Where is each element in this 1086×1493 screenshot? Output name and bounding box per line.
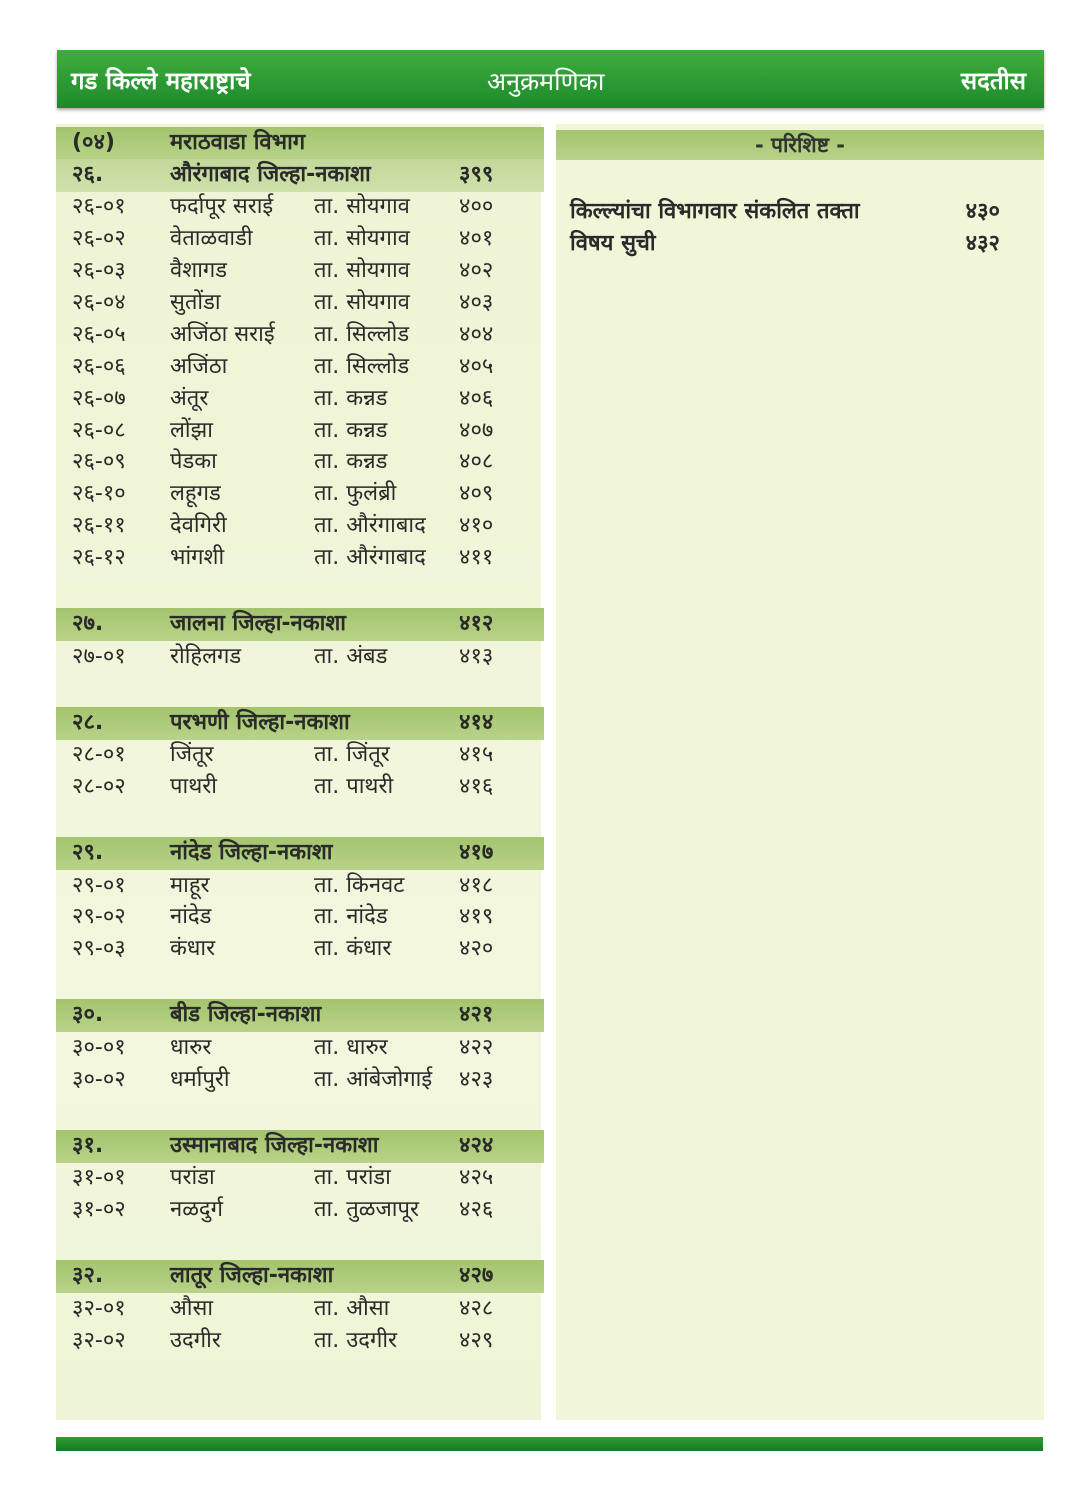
- taluka: ता. पाथरी: [314, 774, 394, 799]
- section-title: नांदेड जिल्हा-नकाशा: [170, 839, 333, 865]
- section-heading[interactable]: [56, 837, 541, 869]
- toc-row[interactable]: [56, 287, 541, 319]
- entry-page: ४०७: [459, 417, 494, 443]
- section-page: ४२४: [459, 1132, 494, 1158]
- fort-name: पाथरी: [170, 774, 217, 799]
- section-heading[interactable]: [56, 707, 541, 739]
- appendix-panel: [556, 124, 1044, 1420]
- toc-row[interactable]: [56, 1064, 541, 1096]
- taluka: ता. आंबेजोगाई: [314, 1066, 433, 1092]
- section-heading[interactable]: [56, 999, 541, 1031]
- entry-page: ४०५: [459, 353, 494, 379]
- toc-row[interactable]: [56, 446, 541, 478]
- fort-name: नळदुर्ग: [170, 1197, 223, 1223]
- entry-code: २६-०४: [72, 289, 126, 315]
- entry-code: ३०-०१: [72, 1034, 126, 1060]
- entry-code: २६-०६: [72, 353, 126, 379]
- toc-row[interactable]: [56, 739, 541, 771]
- book-title: गड किल्ले महाराष्ट्राचे: [71, 67, 251, 95]
- division-heading: [56, 127, 541, 159]
- entry-page: ४१५: [459, 742, 494, 768]
- taluka: ता. धारुर: [314, 1034, 388, 1060]
- section-number: २६.: [72, 161, 104, 187]
- taluka: ता. किनवट: [314, 872, 405, 898]
- section-heading[interactable]: [56, 608, 541, 640]
- taluka: ता. उदगीर: [314, 1327, 398, 1353]
- appendix-title: - परिशिष्ट -: [556, 130, 1044, 160]
- section-page: ४१२: [459, 611, 494, 636]
- toc-row[interactable]: [56, 1325, 541, 1357]
- fort-name: कंधार: [170, 936, 216, 962]
- entry-code: २६-०८: [72, 417, 126, 443]
- taluka: ता. परांडा: [314, 1165, 391, 1191]
- entry-page: ४००: [459, 194, 494, 220]
- entry-code: ३१-०२: [72, 1197, 126, 1223]
- fort-name: अजिंठा सराई: [170, 321, 275, 347]
- section-number: ३०.: [72, 1002, 104, 1028]
- toc-row[interactable]: [56, 1032, 541, 1064]
- entry-page: ४०९: [459, 481, 494, 507]
- entry-page: ४१९: [459, 904, 494, 930]
- entry-code: २९-०१: [72, 872, 126, 898]
- fort-name: लोंझा: [170, 417, 213, 443]
- toc-left-panel: [56, 124, 541, 1420]
- fort-name: रोहिलगड: [170, 643, 242, 669]
- toc-row[interactable]: [56, 415, 541, 447]
- appendix-item[interactable]: [570, 196, 1030, 228]
- toc-row[interactable]: [56, 319, 541, 351]
- entry-code: २८-०२: [72, 774, 126, 799]
- entry-page: ४१०: [459, 513, 494, 539]
- toc-row[interactable]: [56, 223, 541, 255]
- fort-name: धर्मापुरी: [170, 1066, 230, 1092]
- fort-name: देवगिरी: [170, 513, 227, 539]
- fort-name: लहूगड: [170, 481, 221, 507]
- taluka: ता. कंधार: [314, 936, 392, 962]
- toc-row[interactable]: [56, 1162, 541, 1194]
- taluka: ता. अंबड: [314, 643, 388, 669]
- fort-name: नांदेड: [170, 904, 212, 930]
- taluka: ता. औसा: [314, 1295, 390, 1321]
- entry-page: ४२२: [459, 1034, 494, 1060]
- section-page: ३९९: [459, 161, 494, 187]
- section-page: ४१४: [459, 709, 494, 735]
- entry-code: २८-०१: [72, 742, 126, 768]
- section-title: जालना जिल्हा-नकाशा: [170, 611, 346, 636]
- section-number: ३२.: [72, 1263, 104, 1288]
- fort-name: जिंतूर: [170, 742, 214, 768]
- section-page: ४१७: [459, 839, 494, 865]
- taluka: ता. सोयगाव: [314, 258, 410, 283]
- taluka: ता. औरंगाबाद: [314, 545, 426, 571]
- appendix-item-page: ४३०: [965, 199, 1000, 224]
- division-title: मराठवाडा विभाग: [170, 130, 306, 155]
- fort-name: औसा: [170, 1295, 214, 1321]
- entry-code: २९-०२: [72, 904, 126, 930]
- entry-code: २६-११: [72, 513, 126, 539]
- appendix-item-label: किल्ल्यांचा विभागवार संकलित तक्ता: [570, 199, 860, 224]
- taluka: ता. जिंतूर: [314, 742, 390, 768]
- page-title: अनुक्रमणिका: [487, 67, 605, 96]
- entry-code: २६-१०: [72, 481, 126, 507]
- fort-name: सुतोंडा: [170, 289, 221, 315]
- section-heading[interactable]: [56, 159, 541, 191]
- entry-page: ४१३: [459, 643, 494, 669]
- entry-page: ४०२: [459, 258, 494, 283]
- toc-row[interactable]: [56, 478, 541, 510]
- fort-name: भांगशी: [170, 545, 225, 571]
- entry-page: ४०३: [459, 289, 494, 315]
- page-number: सदतीस: [960, 67, 1026, 95]
- fort-name: धारुर: [170, 1034, 212, 1060]
- entry-page: ४०८: [459, 449, 494, 475]
- entry-code: २६-०५: [72, 321, 126, 347]
- toc-row[interactable]: [56, 383, 541, 415]
- appendix-item[interactable]: [570, 228, 1030, 260]
- fort-name: फर्दापूर सराई: [170, 194, 274, 220]
- taluka: ता. कन्नड: [314, 417, 388, 443]
- taluka: ता. सोयगाव: [314, 289, 410, 315]
- entry-page: ४०४: [459, 321, 494, 347]
- entry-page: ४२०: [459, 936, 494, 962]
- appendix-item-page: ४३२: [965, 231, 1000, 256]
- entry-page: ४१६: [459, 774, 494, 799]
- entry-code: ३१-०१: [72, 1165, 126, 1191]
- taluka: ता. कन्नड: [314, 449, 388, 475]
- toc-row[interactable]: [56, 1194, 541, 1226]
- toc-row[interactable]: [56, 542, 541, 574]
- taluka: ता. फुलंब्री: [314, 481, 397, 507]
- entry-code: २६-०१: [72, 194, 126, 220]
- toc-row[interactable]: [56, 901, 541, 933]
- taluka: ता. नांदेड: [314, 904, 388, 930]
- section-number: २७.: [72, 611, 104, 636]
- toc-row[interactable]: [56, 933, 541, 965]
- entry-page: ४२६: [459, 1197, 494, 1223]
- entry-code: ३२-०१: [72, 1295, 126, 1321]
- section-number: २९.: [72, 839, 104, 865]
- entry-page: ४०६: [459, 385, 494, 411]
- division-number: (०४): [72, 130, 115, 155]
- section-number: ३१.: [72, 1132, 104, 1158]
- taluka: ता. सिल्लोड: [314, 321, 410, 347]
- section-number: २८.: [72, 709, 104, 735]
- entry-page: ४११: [459, 545, 494, 571]
- entry-code: २६-०७: [72, 385, 126, 411]
- entry-code: २६-१२: [72, 545, 126, 571]
- toc-row[interactable]: [56, 870, 541, 902]
- toc-row[interactable]: [56, 1293, 541, 1325]
- toc-row[interactable]: [56, 191, 541, 223]
- page-footer-bar: [56, 1437, 1043, 1451]
- appendix-item-label: विषय सुची: [570, 231, 656, 256]
- section-heading[interactable]: [56, 1130, 541, 1162]
- entry-code: २६-०२: [72, 226, 126, 252]
- section-title: औरंगाबाद जिल्हा-नकाशा: [170, 161, 371, 187]
- toc-row[interactable]: [56, 351, 541, 383]
- entry-code: २७-०१: [72, 643, 126, 669]
- section-title: परभणी जिल्हा-नकाशा: [170, 709, 350, 735]
- section-title: लातूर जिल्हा-नकाशा: [170, 1263, 334, 1288]
- section-title: उस्मानाबाद जिल्हा-नकाशा: [170, 1132, 379, 1158]
- page-header: [57, 50, 1044, 108]
- fort-name: उदगीर: [170, 1327, 221, 1353]
- taluka: ता. कन्नड: [314, 385, 388, 411]
- entry-page: ४२८: [459, 1295, 494, 1321]
- section-page: ४२१: [459, 1002, 494, 1028]
- fort-name: अजिंठा: [170, 353, 228, 379]
- entry-code: ३०-०२: [72, 1066, 126, 1092]
- taluka: ता. सोयगाव: [314, 226, 410, 252]
- toc-row[interactable]: [56, 641, 541, 673]
- fort-name: अंतूर: [170, 385, 209, 411]
- taluka: ता. सोयगाव: [314, 194, 410, 220]
- entry-page: ४०१: [459, 226, 494, 252]
- fort-name: माहूर: [170, 872, 210, 898]
- taluka: ता. तुळजापूर: [314, 1197, 420, 1223]
- section-title: बीड जिल्हा-नकाशा: [170, 1002, 322, 1028]
- section-heading[interactable]: [56, 1260, 541, 1292]
- entry-page: ४२३: [459, 1066, 494, 1092]
- entry-code: २६-०९: [72, 449, 126, 475]
- entry-page: ४२५: [459, 1165, 494, 1191]
- fort-name: परांडा: [170, 1165, 215, 1191]
- toc-row[interactable]: [56, 771, 541, 803]
- section-page: ४२७: [459, 1263, 494, 1288]
- fort-name: वैशागड: [170, 258, 228, 283]
- entry-code: ३२-०२: [72, 1327, 126, 1353]
- fort-name: वेताळवाडी: [170, 226, 253, 252]
- entry-code: २९-०३: [72, 936, 126, 962]
- taluka: ता. औरंगाबाद: [314, 513, 426, 539]
- toc-row[interactable]: [56, 510, 541, 542]
- entry-page: ४१८: [459, 872, 494, 898]
- fort-name: पेडका: [170, 449, 217, 475]
- taluka: ता. सिल्लोड: [314, 353, 410, 379]
- toc-row[interactable]: [56, 255, 541, 287]
- entry-code: २६-०३: [72, 258, 126, 283]
- entry-page: ४२९: [459, 1327, 494, 1353]
